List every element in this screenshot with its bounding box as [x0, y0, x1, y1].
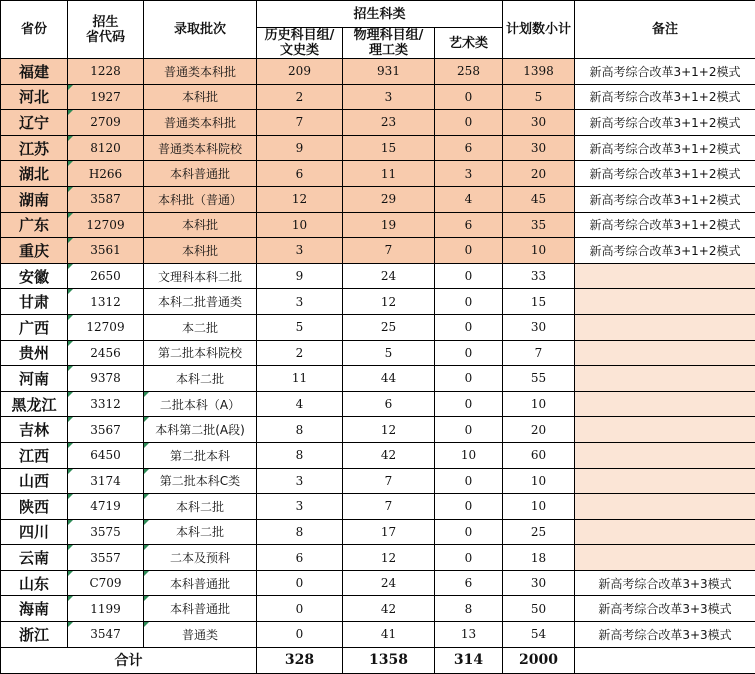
subtotal-cell: 30 [503, 135, 575, 161]
code-cell: 2456 [68, 340, 144, 366]
table-row [1, 263, 755, 289]
province-cell: 重庆 [1, 238, 68, 264]
history-cell: 5 [257, 314, 343, 340]
province-cell: 辽宁 [1, 110, 68, 136]
history-cell: 6 [257, 161, 343, 187]
physics-cell: 5 [343, 340, 435, 366]
table-row [1, 596, 755, 622]
code-cell: C709 [68, 570, 144, 596]
subtotal-cell: 35 [503, 212, 575, 238]
art-cell: 6 [435, 212, 503, 238]
art-cell: 0 [435, 468, 503, 494]
history-cell: 9 [257, 135, 343, 161]
batch-cell: 文理科本科二批 [144, 263, 257, 289]
batch-cell: 本科二批普通类 [144, 289, 257, 315]
table-row [1, 442, 755, 468]
note-cell [575, 545, 755, 571]
note-cell [575, 340, 755, 366]
subtotal-cell: 10 [503, 494, 575, 520]
table-row [1, 519, 755, 545]
physics-cell: 23 [343, 110, 435, 136]
physics-cell: 29 [343, 186, 435, 212]
subtotal-cell: 7 [503, 340, 575, 366]
header-history [257, 28, 343, 59]
code-cell: 8120 [68, 135, 144, 161]
code-cell: 12709 [68, 314, 144, 340]
note-cell: 新高考综合改革3+3模式 [575, 570, 755, 596]
physics-cell: 42 [343, 596, 435, 622]
art-cell: 8 [435, 596, 503, 622]
table-row [1, 417, 755, 443]
art-cell: 0 [435, 289, 503, 315]
code-cell: 1199 [68, 596, 144, 622]
batch-cell: 二批本科（A） [144, 391, 257, 417]
header-code [68, 1, 144, 59]
batch-cell: 普通类本科批 [144, 110, 257, 136]
code-cell: 2650 [68, 263, 144, 289]
table-row [1, 84, 755, 110]
batch-cell: 本科批（普通） [144, 186, 257, 212]
note-cell [575, 391, 755, 417]
batch-cell: 本科二批 [144, 366, 257, 392]
physics-cell: 3 [343, 84, 435, 110]
total-history: 328 [257, 647, 343, 673]
code-cell: 1927 [68, 84, 144, 110]
physics-cell: 41 [343, 622, 435, 648]
note-cell [575, 289, 755, 315]
note-cell: 新高考综合改革3+1+2模式 [575, 161, 755, 187]
table-footer [1, 647, 755, 673]
art-cell: 4 [435, 186, 503, 212]
history-cell: 2 [257, 84, 343, 110]
physics-cell: 25 [343, 314, 435, 340]
art-cell: 0 [435, 340, 503, 366]
province-cell: 山西 [1, 468, 68, 494]
note-cell: 新高考综合改革3+1+2模式 [575, 59, 755, 85]
history-cell: 7 [257, 110, 343, 136]
table-row [1, 135, 755, 161]
art-cell: 3 [435, 161, 503, 187]
code-cell: 1312 [68, 289, 144, 315]
total-art: 314 [435, 647, 503, 673]
table-row [1, 545, 755, 571]
subtotal-cell: 15 [503, 289, 575, 315]
province-cell: 江西 [1, 442, 68, 468]
header-note: 备注 [575, 1, 755, 59]
table-row [1, 161, 755, 187]
province-cell: 四川 [1, 519, 68, 545]
province-cell: 河北 [1, 84, 68, 110]
code-cell: 4719 [68, 494, 144, 520]
subtotal-cell: 10 [503, 391, 575, 417]
table-row [1, 212, 755, 238]
table-row [1, 238, 755, 264]
batch-cell: 本科二批 [144, 519, 257, 545]
batch-cell: 第二批本科C类 [144, 468, 257, 494]
batch-cell: 第二批本科 [144, 442, 257, 468]
code-cell: 3575 [68, 519, 144, 545]
subtotal-cell: 10 [503, 238, 575, 264]
header-physics [343, 28, 435, 59]
batch-cell: 本科批 [144, 212, 257, 238]
subtotal-cell: 45 [503, 186, 575, 212]
art-cell: 0 [435, 238, 503, 264]
code-cell: 3547 [68, 622, 144, 648]
subtotal-cell: 20 [503, 161, 575, 187]
code-cell: 3557 [68, 545, 144, 571]
history-cell: 9 [257, 263, 343, 289]
province-cell: 吉林 [1, 417, 68, 443]
header-code-line1: 招生 [92, 15, 118, 30]
province-cell: 安徽 [1, 263, 68, 289]
code-cell: 3174 [68, 468, 144, 494]
header-physics-line2: 理工类 [369, 43, 408, 58]
table-header [1, 1, 755, 59]
note-cell: 新高考综合改革3+3模式 [575, 596, 755, 622]
table-row [1, 186, 755, 212]
note-cell [575, 494, 755, 520]
physics-cell: 44 [343, 366, 435, 392]
table-row [1, 570, 755, 596]
subtotal-cell: 18 [503, 545, 575, 571]
note-cell [575, 519, 755, 545]
history-cell: 8 [257, 442, 343, 468]
physics-cell: 42 [343, 442, 435, 468]
physics-cell: 6 [343, 391, 435, 417]
art-cell: 10 [435, 442, 503, 468]
history-cell: 209 [257, 59, 343, 85]
art-cell: 0 [435, 391, 503, 417]
header-province: 省份 [1, 1, 68, 59]
table-row [1, 110, 755, 136]
art-cell: 0 [435, 366, 503, 392]
total-note-empty [575, 647, 755, 673]
physics-cell: 12 [343, 417, 435, 443]
batch-cell: 本科第二批(A段) [144, 417, 257, 443]
code-cell: 3567 [68, 417, 144, 443]
subtotal-cell: 30 [503, 570, 575, 596]
table-row [1, 340, 755, 366]
code-cell: 2709 [68, 110, 144, 136]
subtotal-cell: 33 [503, 263, 575, 289]
subtotal-cell: 20 [503, 417, 575, 443]
code-cell: 12709 [68, 212, 144, 238]
physics-cell: 24 [343, 263, 435, 289]
history-cell: 2 [257, 340, 343, 366]
batch-cell: 普通类 [144, 622, 257, 648]
table-row [1, 314, 755, 340]
province-cell: 湖南 [1, 186, 68, 212]
province-cell: 湖北 [1, 161, 68, 187]
subtotal-cell: 30 [503, 110, 575, 136]
note-cell [575, 417, 755, 443]
note-cell: 新高考综合改革3+1+2模式 [575, 238, 755, 264]
history-cell: 12 [257, 186, 343, 212]
history-cell: 3 [257, 494, 343, 520]
province-cell: 陕西 [1, 494, 68, 520]
total-physics: 1358 [343, 647, 435, 673]
physics-cell: 7 [343, 238, 435, 264]
header-art: 艺术类 [435, 28, 503, 59]
subtotal-cell: 25 [503, 519, 575, 545]
note-cell [575, 442, 755, 468]
physics-cell: 15 [343, 135, 435, 161]
physics-cell: 12 [343, 545, 435, 571]
history-cell: 6 [257, 545, 343, 571]
art-cell: 0 [435, 110, 503, 136]
table-row [1, 366, 755, 392]
table-row [1, 468, 755, 494]
batch-cell: 本二批 [144, 314, 257, 340]
history-cell: 0 [257, 622, 343, 648]
province-cell: 浙江 [1, 622, 68, 648]
province-cell: 云南 [1, 545, 68, 571]
header-history-line1: 历史科目组/ [265, 28, 335, 43]
art-cell: 0 [435, 417, 503, 443]
batch-cell: 本科二批 [144, 494, 257, 520]
physics-cell: 11 [343, 161, 435, 187]
art-cell: 6 [435, 570, 503, 596]
physics-cell: 7 [343, 494, 435, 520]
header-code-line2: 省代码 [86, 30, 125, 45]
note-cell: 新高考综合改革3+1+2模式 [575, 135, 755, 161]
history-cell: 0 [257, 570, 343, 596]
history-cell: 3 [257, 468, 343, 494]
province-cell: 贵州 [1, 340, 68, 366]
art-cell: 0 [435, 494, 503, 520]
province-cell: 广西 [1, 314, 68, 340]
header-batch: 录取批次 [144, 1, 257, 59]
table-row [1, 391, 755, 417]
table-row [1, 289, 755, 315]
physics-cell: 12 [343, 289, 435, 315]
subtotal-cell: 54 [503, 622, 575, 648]
physics-cell: 19 [343, 212, 435, 238]
header-category: 招生科类 [257, 1, 503, 28]
note-cell: 新高考综合改革3+1+2模式 [575, 84, 755, 110]
subtotal-cell: 60 [503, 442, 575, 468]
province-cell: 福建 [1, 59, 68, 85]
history-cell: 3 [257, 289, 343, 315]
art-cell: 0 [435, 545, 503, 571]
code-cell: 9378 [68, 366, 144, 392]
batch-cell: 普通类本科批 [144, 59, 257, 85]
subtotal-cell: 10 [503, 468, 575, 494]
batch-cell: 本科批 [144, 238, 257, 264]
province-cell: 广东 [1, 212, 68, 238]
code-cell: 3561 [68, 238, 144, 264]
batch-cell: 第二批本科院校 [144, 340, 257, 366]
art-cell: 0 [435, 84, 503, 110]
note-cell [575, 366, 755, 392]
subtotal-cell: 5 [503, 84, 575, 110]
art-cell: 0 [435, 263, 503, 289]
history-cell: 0 [257, 596, 343, 622]
subtotal-cell: 55 [503, 366, 575, 392]
note-cell [575, 468, 755, 494]
physics-cell: 17 [343, 519, 435, 545]
batch-cell: 本科普通批 [144, 161, 257, 187]
subtotal-cell: 50 [503, 596, 575, 622]
province-cell: 山东 [1, 570, 68, 596]
physics-cell: 24 [343, 570, 435, 596]
province-cell: 黑龙江 [1, 391, 68, 417]
header-subtotal: 计划数小计 [503, 1, 575, 59]
note-cell: 新高考综合改革3+1+2模式 [575, 110, 755, 136]
header-physics-line1: 物理科目组/ [354, 28, 424, 43]
note-cell [575, 263, 755, 289]
total-label: 合计 [1, 647, 257, 673]
note-cell [575, 314, 755, 340]
history-cell: 11 [257, 366, 343, 392]
code-cell: 1228 [68, 59, 144, 85]
physics-cell: 7 [343, 468, 435, 494]
total-subtotal: 2000 [503, 647, 575, 673]
subtotal-cell: 1398 [503, 59, 575, 85]
province-cell: 江苏 [1, 135, 68, 161]
art-cell: 13 [435, 622, 503, 648]
history-cell: 10 [257, 212, 343, 238]
province-cell: 甘肃 [1, 289, 68, 315]
province-cell: 河南 [1, 366, 68, 392]
code-cell: 3587 [68, 186, 144, 212]
note-cell: 新高考综合改革3+3模式 [575, 622, 755, 648]
code-cell: 3312 [68, 391, 144, 417]
batch-cell: 二本及预科 [144, 545, 257, 571]
history-cell: 8 [257, 519, 343, 545]
header-history-line2: 文史类 [280, 43, 319, 58]
batch-cell: 本科批 [144, 84, 257, 110]
batch-cell: 普通类本科院校 [144, 135, 257, 161]
art-cell: 258 [435, 59, 503, 85]
art-cell: 6 [435, 135, 503, 161]
table-row [1, 622, 755, 648]
history-cell: 8 [257, 417, 343, 443]
province-cell: 海南 [1, 596, 68, 622]
note-cell: 新高考综合改革3+1+2模式 [575, 186, 755, 212]
batch-cell: 本科普通批 [144, 596, 257, 622]
physics-cell: 931 [343, 59, 435, 85]
table-body [1, 59, 755, 648]
subtotal-cell: 30 [503, 314, 575, 340]
note-cell: 新高考综合改革3+1+2模式 [575, 212, 755, 238]
table-row [1, 494, 755, 520]
batch-cell: 本科普通批 [144, 570, 257, 596]
history-cell: 4 [257, 391, 343, 417]
code-cell: H266 [68, 161, 144, 187]
art-cell: 0 [435, 314, 503, 340]
history-cell: 3 [257, 238, 343, 264]
code-cell: 6450 [68, 442, 144, 468]
art-cell: 0 [435, 519, 503, 545]
table-row [1, 59, 755, 85]
